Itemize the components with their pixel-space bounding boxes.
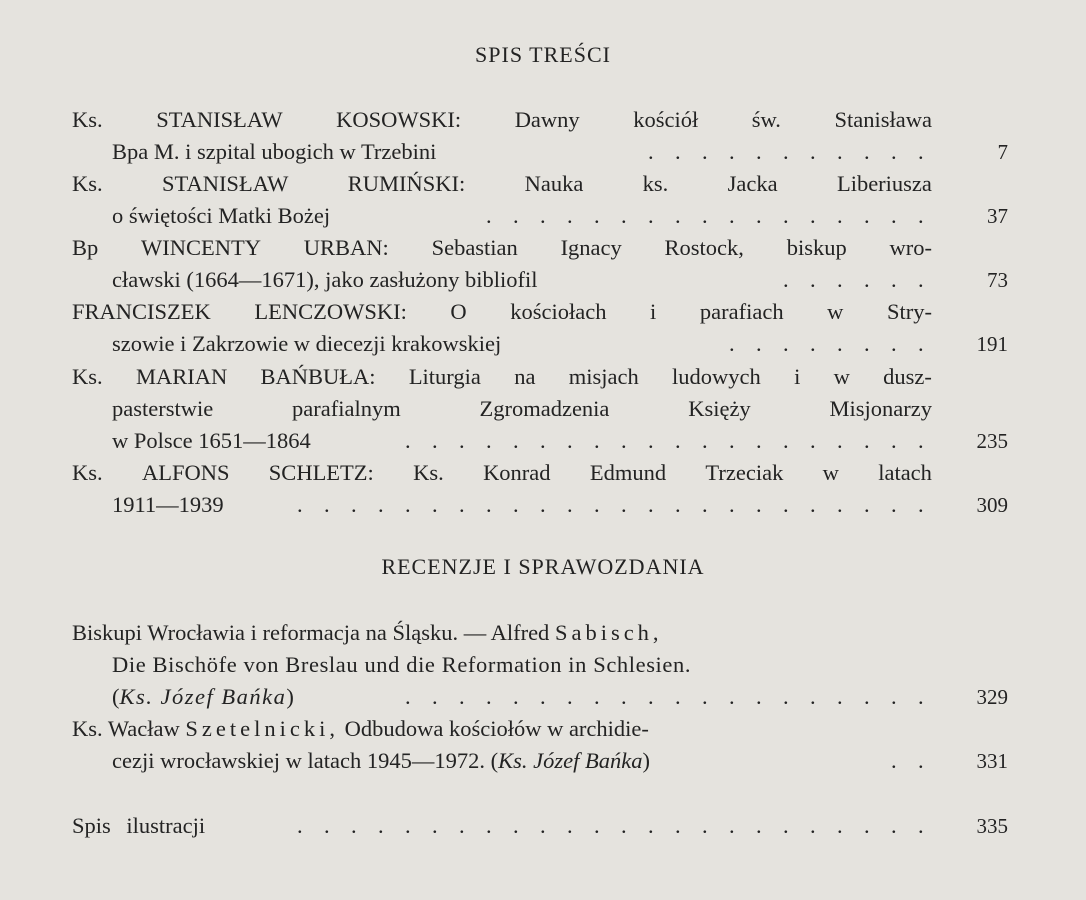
leader-dot: . <box>648 492 654 517</box>
leader-dot: . <box>405 492 411 517</box>
toc-entry-4-word: pasterstwie <box>112 396 214 421</box>
leader-dot: . <box>351 813 357 838</box>
leader-dot: . <box>729 813 735 838</box>
leader-dot: . <box>810 684 816 709</box>
leader-dot: . <box>486 684 492 709</box>
leader-dot: . <box>513 203 519 228</box>
leader-dot: . <box>864 428 870 453</box>
leader-dot: . <box>756 139 762 164</box>
leader-dot: . <box>729 203 735 228</box>
leader-dot: . <box>810 428 816 453</box>
leader-dot: . <box>513 492 519 517</box>
toc-entry-1-line-1 <box>72 104 932 136</box>
toc-entry-5-word: Ks. <box>413 460 444 485</box>
toc-entry-4-word: parafialnym <box>292 396 401 421</box>
leader-dot: . <box>837 492 843 517</box>
toc-entry-5-line-1 <box>72 361 932 393</box>
leader-dot: . <box>918 203 924 228</box>
toc-entry-5-word: Edmund <box>589 460 667 485</box>
toc-entry-0-word: kościół <box>633 107 699 132</box>
leader-dot: . <box>702 684 708 709</box>
leader-dot: . <box>783 428 789 453</box>
toc-entry-1-word: Liberiusza <box>836 171 932 196</box>
leader-dot: . <box>378 492 384 517</box>
leader-dot: . <box>675 813 681 838</box>
toc-entry-4-word: Zgromadzenia <box>479 396 610 421</box>
leader-dot: . <box>756 331 762 356</box>
leader-dot: . <box>783 492 789 517</box>
leader-dot: . <box>891 267 897 292</box>
toc-entry-4-line-1 <box>72 296 932 328</box>
leader-dot: . <box>918 139 924 164</box>
leader-dot: . <box>567 492 573 517</box>
leader-dot: . <box>729 139 735 164</box>
leader-dot: . <box>756 203 762 228</box>
leader-dot: . <box>486 813 492 838</box>
paren-open: ( <box>112 684 120 709</box>
review-entry-1-author: Sabisch, <box>554 620 663 645</box>
leader-dot: . <box>891 813 897 838</box>
leader-dot: . <box>891 428 897 453</box>
leader-dot: . <box>918 428 924 453</box>
toc-entry-3-page: 73 <box>987 268 1008 292</box>
leader-dot: . <box>675 203 681 228</box>
toc-entry-2-word: URBAN: <box>303 235 389 260</box>
leader-dot: . <box>702 428 708 453</box>
leader-dot: . <box>837 428 843 453</box>
toc-entry-1-word: STANISŁAW <box>161 171 289 196</box>
toc-entry-3-word: i <box>650 299 657 324</box>
leader-dot: . <box>729 492 735 517</box>
leader-dot: . <box>513 428 519 453</box>
review-entry-2-reviewer: Ks. Józef Bańka <box>498 748 643 773</box>
toc-entry-6-page: 309 <box>976 493 1008 517</box>
paren-close: ) <box>286 684 294 709</box>
leader-dot: . <box>540 813 546 838</box>
leader-dot: . <box>432 813 438 838</box>
leader-dot: . <box>702 492 708 517</box>
leader-dots <box>698 328 935 360</box>
toc-entry-6-line-1 <box>72 457 932 489</box>
toc-entry-4-word: Księży <box>688 396 751 421</box>
review-entry-1-line-1 <box>72 617 663 649</box>
toc-entry-4-word: Ks. <box>72 364 103 389</box>
leader-dot: . <box>810 331 816 356</box>
leader-dots <box>282 489 935 521</box>
leader-dot: . <box>324 492 330 517</box>
leader-dot: . <box>459 813 465 838</box>
leader-dots <box>282 810 935 842</box>
leader-dot: . <box>837 331 843 356</box>
leader-dots <box>615 136 935 168</box>
leader-dot: . <box>891 492 897 517</box>
toc-entry-3-word: O <box>450 299 467 324</box>
toc-entry-3-word: Stry- <box>886 299 932 324</box>
leader-dot: . <box>837 813 843 838</box>
leader-dot: . <box>540 428 546 453</box>
leader-dot: . <box>891 684 897 709</box>
review-entry-2-line-1 <box>72 713 649 745</box>
leader-dot: . <box>918 813 924 838</box>
toc-entry-0-word: Stanisława <box>834 107 932 132</box>
leader-dot: . <box>918 748 924 773</box>
toc-entry-2-word: Ignacy <box>560 235 622 260</box>
leader-dot: . <box>540 684 546 709</box>
toc-entry-4-line-2: szowie i Zakrzowie w diecezji krakowskiej <box>112 331 502 356</box>
toc-entry-4-word: na <box>514 364 536 389</box>
leader-dot: . <box>756 492 762 517</box>
leader-dot: . <box>891 203 897 228</box>
toc-entry-2-word: Sebastian <box>431 235 518 260</box>
leader-dot: . <box>432 684 438 709</box>
toc-entry-4-word: i <box>794 364 801 389</box>
leader-dot: . <box>621 813 627 838</box>
leader-dot: . <box>810 267 816 292</box>
toc-entry-2-word: biskup <box>786 235 847 260</box>
leader-dot: . <box>378 813 384 838</box>
toc-entry-2-word: Rostock, <box>664 235 744 260</box>
leader-dot: . <box>459 684 465 709</box>
toc-entry-2-line-2: o świętości Matki Bożej <box>112 203 331 228</box>
leader-dot: . <box>918 492 924 517</box>
leader-dot: . <box>675 492 681 517</box>
toc-entry-5-word: w <box>822 460 839 485</box>
leader-dot: . <box>594 492 600 517</box>
toc-entry-4-word: BAŃBUŁA: <box>260 364 376 389</box>
toc-entry-2-page: 37 <box>987 204 1008 228</box>
leader-dot: . <box>621 428 627 453</box>
toc-entry-4-page: 191 <box>976 332 1008 356</box>
toc-entry-5-word: ALFONS <box>141 460 230 485</box>
review-entry-2-text-a: Ks. Wacław <box>72 716 186 741</box>
toc-entry-1-line-2: Bpa M. i szpital ubogich w Trzebini <box>112 139 437 164</box>
leader-dots <box>392 425 935 457</box>
leader-dot: . <box>648 684 654 709</box>
leader-dots <box>472 200 935 232</box>
leader-dot: . <box>729 331 735 356</box>
toc-entry-5-word: latach <box>878 460 932 485</box>
leader-dot: . <box>648 139 654 164</box>
leader-dot: . <box>864 139 870 164</box>
leader-dot: . <box>918 331 924 356</box>
leader-dot: . <box>297 813 303 838</box>
leader-dot: . <box>864 492 870 517</box>
leader-dot: . <box>594 684 600 709</box>
leader-dot: . <box>783 813 789 838</box>
leader-dot: . <box>783 203 789 228</box>
leader-dot: . <box>702 813 708 838</box>
toc-entry-4-word: ludowych <box>672 364 761 389</box>
reviews-title: RECENZJE I SPRAWOZDANIA <box>381 554 705 579</box>
review-entry-1-reviewer: Ks. Józef Bańka <box>119 684 287 709</box>
leader-dot: . <box>864 267 870 292</box>
toc-entry-1-word: Ks. <box>72 171 103 196</box>
leader-dot: . <box>810 139 816 164</box>
leader-dot: . <box>810 492 816 517</box>
toc-entry-6-line-2: 1911—1939 <box>112 492 224 517</box>
toc-entry-1-word: Nauka <box>524 171 584 196</box>
leader-dot: . <box>675 428 681 453</box>
leader-dot: . <box>513 813 519 838</box>
toc-entry-4-word: Liturgia <box>408 364 481 389</box>
toc-entry-5-line-2 <box>112 393 932 425</box>
toc-entry-2-word: Bp <box>72 235 99 260</box>
toc-entry-3-line-2: cławski (1664—1671), jako zasłużony bibliofil <box>112 267 538 292</box>
leader-dot: . <box>702 139 708 164</box>
paren-close: ) <box>642 748 650 773</box>
leader-dot: . <box>810 203 816 228</box>
leader-dot: . <box>567 813 573 838</box>
toc-entry-4-word: dusz- <box>883 364 932 389</box>
toc-entry-0-word: Ks. <box>72 107 103 132</box>
toc-entry-2-line-1 <box>72 168 932 200</box>
toc-entry-2-word: wro- <box>889 235 932 260</box>
leader-dot: . <box>459 428 465 453</box>
leader-dot: . <box>567 203 573 228</box>
toc-entry-0-word: KOSOWSKI: <box>336 107 462 132</box>
toc-entry-5-word: Trzeciak <box>705 460 784 485</box>
leader-dot: . <box>783 684 789 709</box>
leader-dot: . <box>783 331 789 356</box>
toc-entry-4-word: MARIAN <box>135 364 228 389</box>
leader-dot: . <box>918 684 924 709</box>
toc-entry-3-word: w <box>827 299 844 324</box>
leader-dot: . <box>729 428 735 453</box>
review-entry-1-page: 329 <box>976 685 1008 709</box>
leader-dot: . <box>837 684 843 709</box>
leader-dot: . <box>864 684 870 709</box>
review-entry-2-text-c: cezji wrocławskiej w latach 1945—1972. ( <box>112 748 499 773</box>
illustrations-page: 335 <box>976 814 1008 838</box>
leader-dot: . <box>648 813 654 838</box>
leader-dot: . <box>837 267 843 292</box>
illustrations-label: Spis ilustracji <box>72 813 206 838</box>
toc-entry-3-word: LENCZOWSKI: <box>254 299 407 324</box>
leader-dot: . <box>567 428 573 453</box>
leader-dot: . <box>459 492 465 517</box>
toc-entry-1-word: ks. <box>642 171 669 196</box>
review-entry-1-line-3 <box>112 681 294 713</box>
toc-entry-0-word: św. <box>751 107 781 132</box>
leader-dot: . <box>486 203 492 228</box>
leader-dot: . <box>324 813 330 838</box>
leader-dots <box>752 264 935 296</box>
toc-entry-3-word: parafiach <box>699 299 784 324</box>
toc-entry-4-word: Misjonarzy <box>829 396 932 421</box>
leader-dot: . <box>891 139 897 164</box>
toc-entry-0-word: STANISŁAW <box>156 107 283 132</box>
toc-title: SPIS TREŚCI <box>475 42 611 67</box>
toc-entry-5-line-3: w Polsce 1651—1864 <box>112 428 311 453</box>
leader-dot: . <box>810 813 816 838</box>
leader-dot: . <box>540 203 546 228</box>
leader-dot: . <box>891 748 897 773</box>
leader-dot: . <box>864 813 870 838</box>
toc-entry-1-page: 7 <box>997 140 1008 164</box>
leader-dot: . <box>486 428 492 453</box>
toc-entry-5-word: SCHLETZ: <box>268 460 374 485</box>
leader-dot: . <box>864 203 870 228</box>
leader-dot: . <box>729 684 735 709</box>
leader-dots <box>392 681 935 713</box>
toc-entry-1-word: RUMIŃSKI: <box>347 171 466 196</box>
leader-dot: . <box>432 492 438 517</box>
leader-dot: . <box>783 139 789 164</box>
leader-dot: . <box>351 492 357 517</box>
review-entry-2-line-2 <box>112 745 650 777</box>
leader-dot: . <box>702 203 708 228</box>
leader-dot: . <box>837 203 843 228</box>
toc-entry-4-word: w <box>833 364 850 389</box>
leader-dot: . <box>756 428 762 453</box>
toc-entry-1-word: Jacka <box>727 171 778 196</box>
leader-dot: . <box>594 428 600 453</box>
leader-dot: . <box>594 203 600 228</box>
toc-entry-3-line-1 <box>72 232 932 264</box>
leader-dot: . <box>405 684 411 709</box>
leader-dot: . <box>837 139 843 164</box>
leader-dot: . <box>648 428 654 453</box>
toc-entry-4-word: misjach <box>568 364 639 389</box>
review-entry-1-text: Biskupi Wrocławia i reformacja na Śląsku. — Alfred <box>72 620 555 645</box>
leader-dot: . <box>621 492 627 517</box>
leader-dot: . <box>621 684 627 709</box>
toc-entry-5-word: Konrad <box>483 460 551 485</box>
leader-dot: . <box>621 203 627 228</box>
toc-entry-5-page: 235 <box>976 429 1008 453</box>
leader-dot: . <box>405 813 411 838</box>
leader-dot: . <box>891 331 897 356</box>
leader-dot: . <box>513 684 519 709</box>
leader-dot: . <box>756 813 762 838</box>
leader-dot: . <box>648 203 654 228</box>
review-entry-2-text-b: Odbudowa kościołów w archidie- <box>338 716 649 741</box>
leader-dot: . <box>918 267 924 292</box>
toc-entry-2-word: WINCENTY <box>141 235 262 260</box>
leader-dot: . <box>486 492 492 517</box>
review-entry-2-author: Szetelnicki, <box>185 716 339 741</box>
leader-dot: . <box>594 813 600 838</box>
toc-entry-5-word: Ks. <box>72 460 103 485</box>
review-entry-1-line-2: Die Bischöfe von Breslau und die Reformation in Schlesien. <box>112 652 692 677</box>
leader-dot: . <box>783 267 789 292</box>
leader-dot: . <box>567 684 573 709</box>
toc-entry-0-word: Dawny <box>514 107 580 132</box>
leader-dot: . <box>432 428 438 453</box>
toc-entry-3-word: kościołach <box>510 299 607 324</box>
leader-dot: . <box>864 331 870 356</box>
leader-dots <box>878 745 935 777</box>
toc-entry-3-word: FRANCISZEK <box>72 299 211 324</box>
leader-dot: . <box>675 139 681 164</box>
leader-dot: . <box>297 492 303 517</box>
leader-dot: . <box>405 428 411 453</box>
leader-dot: . <box>540 492 546 517</box>
leader-dot: . <box>675 684 681 709</box>
review-entry-2-page: 331 <box>976 749 1008 773</box>
leader-dot: . <box>756 684 762 709</box>
